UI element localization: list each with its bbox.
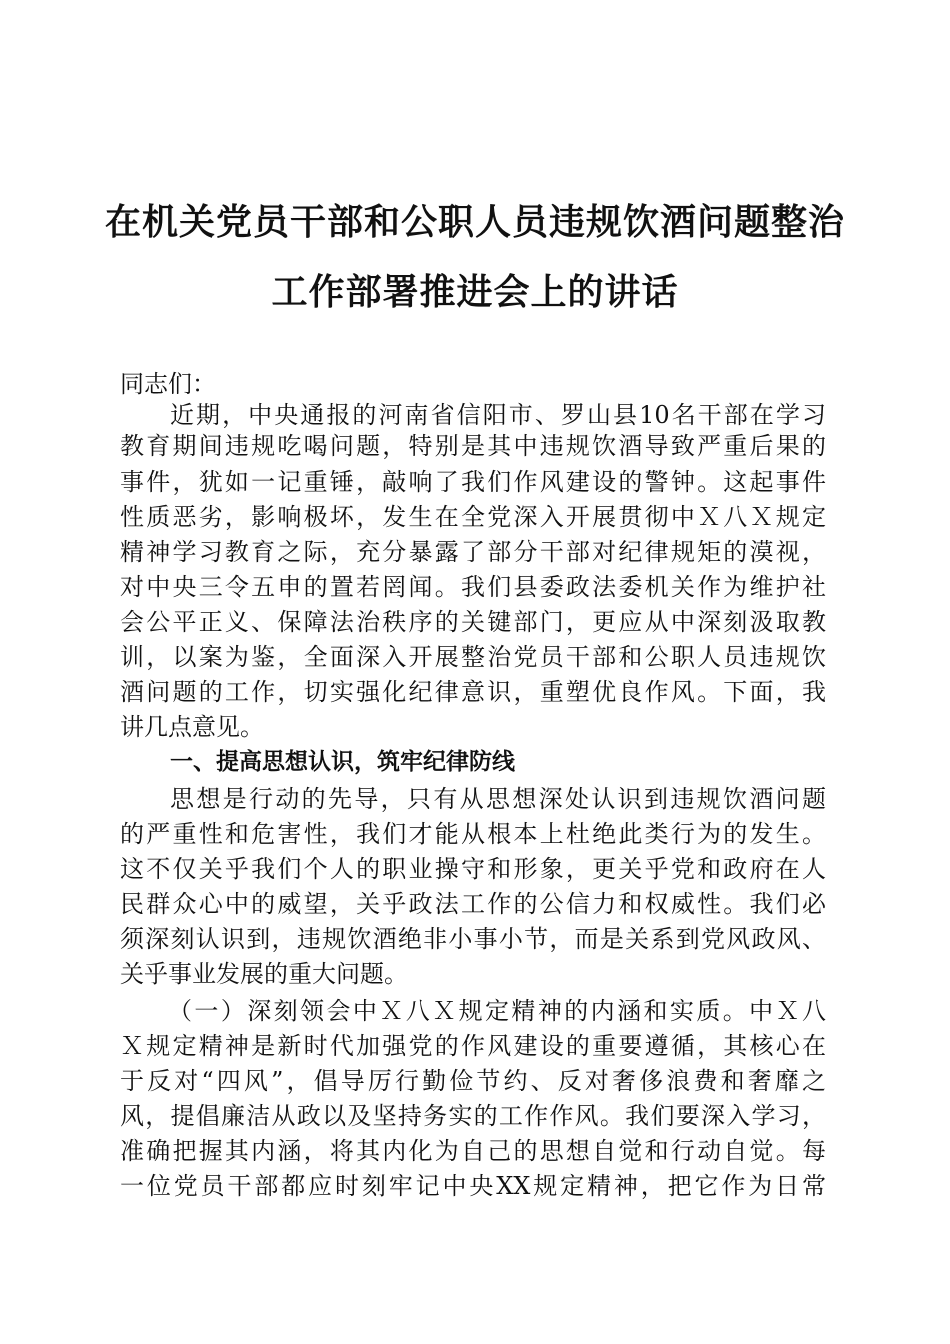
paragraph-line: 近期，中央通报的河南省信阳市、罗山县10名干部在学习 (170, 401, 826, 429)
paragraph-line: 于反对“四风”，倡导厉行勤俭节约、反对奢侈浪费和奢靡之 (120, 1067, 826, 1095)
document-title-line-1: 在机关党员干部和公职人员违规饮酒问题整治 (104, 201, 845, 243)
paragraph-line: 民群众心中的威望，关乎政法工作的公信力和权威性。我们必 (120, 890, 826, 918)
paragraph-line: 的严重性和危害性，我们才能从根本上杜绝此类行为的发生。 (120, 820, 826, 848)
section-heading: 一、提高思想认识，筑牢纪律防线 (170, 749, 515, 775)
salutation: 同志们： (120, 370, 216, 398)
paragraph-line: 精神学习教育之际，充分暴露了部分干部对纪律规矩的漠视， (120, 538, 826, 566)
paragraph-line: 事件，犹如一记重锤，敲响了我们作风建设的警钟。这起事件 (120, 468, 826, 496)
paragraph-line: 教育期间违规吃喝问题，特别是其中违规饮酒导致严重后果的 (120, 432, 826, 460)
paragraph-line: 性质恶劣，影响极坏，发生在全党深入开展贯彻中Ｘ八Ｘ规定 (120, 503, 826, 531)
paragraph-line: 须深刻认识到，违规饮酒绝非小事小节，而是关系到党风政风、 (120, 925, 826, 953)
paragraph-line: 风，提倡廉洁从政以及坚持务实的工作作风。我们要深入学习， (120, 1102, 826, 1130)
paragraph-line: 关乎事业发展的重大问题。 (120, 960, 408, 988)
paragraph-line: Ｘ规定精神是新时代加强党的作风建设的重要遵循，其核心在 (120, 1032, 826, 1060)
paragraph-line: 训，以案为鉴，全面深入开展整治党员干部和公职人员违规饮 (120, 643, 826, 671)
paragraph-line: 酒问题的工作，切实强化纪律意识，重塑优良作风。下面，我 (120, 678, 826, 706)
paragraph-line: 讲几点意见。 (120, 713, 264, 741)
paragraph-line: 思想是行动的先导，只有从思想深处认识到违规饮酒问题 (170, 785, 826, 813)
paragraph-line: 对中央三令五申的置若罔闻。我们县委政法委机关作为维护社 (120, 573, 826, 601)
subsection-line: （一）深刻领会中Ｘ八Ｘ规定精神的内涵和实质。中Ｘ八 (168, 997, 826, 1025)
paragraph-line: 这不仅关乎我们个人的职业操守和形象，更关乎党和政府在人 (120, 855, 826, 883)
paragraph-line: 会公平正义、保障法治秩序的关键部门，更应从中深刻汲取教 (120, 608, 826, 636)
paragraph-line: 一位党员干部都应时刻牢记中央XX规定精神，把它作为日常 (120, 1172, 826, 1200)
document-title-line-2: 工作部署推进会上的讲话 (271, 271, 679, 313)
paragraph-line: 准确把握其内涵，将其内化为自己的思想自觉和行动自觉。每 (120, 1137, 826, 1165)
